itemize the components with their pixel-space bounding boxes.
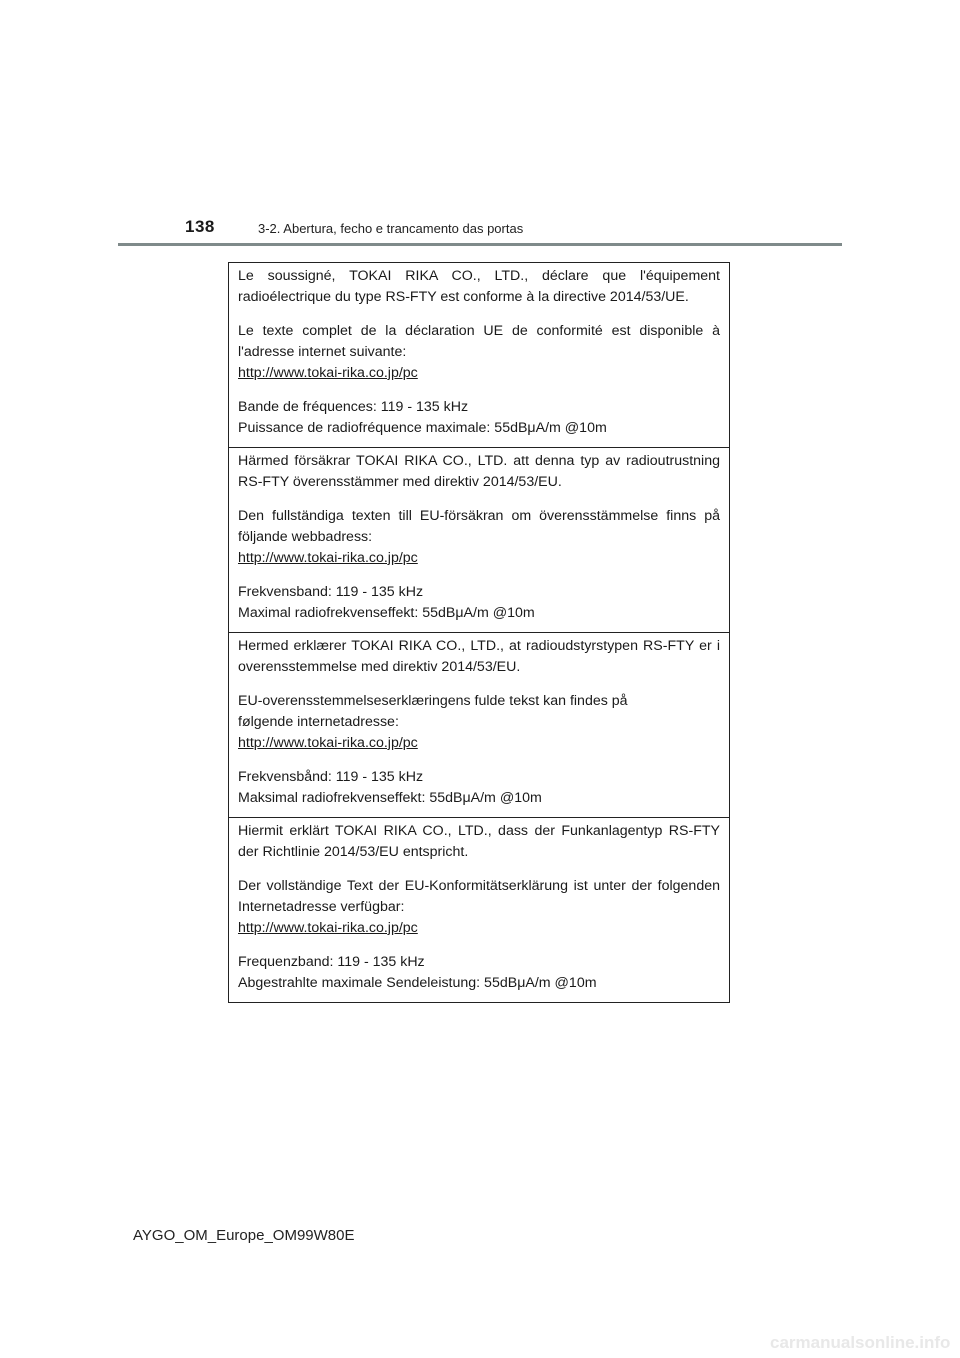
declaration-url-link[interactable]: http://www.tokai-rika.co.jp/pc (238, 550, 418, 566)
declaration-text: Hermed erklærer TOKAI RIKA CO., LTD., at radioudstyrstypen RS-FTY er i overensstemmelse med direktiv 2014/53/EU. (238, 638, 720, 675)
frequency-band: Frekvensbånd: 119 - 135 kHz (238, 769, 424, 785)
max-power: Maksimal radiofrekvenseffekt: 55dBμA/m @10m (238, 790, 542, 806)
declaration-block-french (229, 263, 729, 448)
availability-text: Den fullständiga texten till EU-försäkran om överensstämmelse finns på följande webbadress: (238, 508, 720, 545)
declaration-text: Hiermit erklärt TOKAI RIKA CO., LTD., dass der Funkanlagentyp RS-FTY der Richtlinie 2014/53/EU entspricht. (238, 823, 720, 860)
section-title: 3-2. Abertura, fecho e trancamento das portas (258, 221, 524, 236)
declaration-url-link[interactable]: http://www.tokai-rika.co.jp/pc (238, 920, 418, 936)
max-power: Maximal radiofrekvenseffekt: 55dBμA/m @10m (238, 605, 535, 621)
availability-text: Der vollständige Text der EU-Konformitätserklärung ist unter der folgenden Internetadresse verfügbar: (238, 878, 720, 915)
watermark-text: carmanualsonline.info (770, 1333, 951, 1352)
frequency-band: Frekvensband: 119 - 135 kHz (238, 584, 424, 600)
frequency-band: Bande de fréquences: 119 - 135 kHz (238, 399, 469, 415)
footer-doc-code: AYGO_OM_Europe_OM99W80E (133, 1227, 355, 1244)
declaration-url-link[interactable]: http://www.tokai-rika.co.jp/pc (238, 365, 418, 381)
declaration-text: Le soussigné, TOKAI RIKA CO., LTD., déclare que l'équipement radioélectrique du type RS-FTY est conforme à la directive 2014/53/UE. (238, 268, 720, 305)
header-rule (118, 243, 842, 246)
declaration-block-swedish (229, 448, 729, 633)
declaration-table (228, 262, 730, 1003)
frequency-band: Frequenzband: 119 - 135 kHz (238, 954, 425, 970)
availability-text-line2: følgende internetadresse: (238, 714, 399, 730)
max-power: Puissance de radiofréquence maximale: 55dBμA/m @10m (238, 420, 607, 436)
availability-text: Le texte complet de la déclaration UE de conformité est disponible à l'adresse internet suivante: (238, 323, 720, 360)
max-power: Abgestrahlte maximale Sendeleistung: 55dBμA/m @10m (238, 975, 597, 991)
declaration-text: Härmed försäkrar TOKAI RIKA CO., LTD. att denna typ av radioutrustning RS-FTY överensstämmer med direktiv 2014/53/EU. (238, 453, 720, 490)
declaration-block-danish (229, 633, 729, 818)
declaration-block-german (229, 818, 729, 1002)
availability-text-line1: EU-overensstemmelseserklæringens fulde tekst kan findes på (238, 693, 628, 709)
page-number: 138 (185, 217, 215, 236)
declaration-url-link[interactable]: http://www.tokai-rika.co.jp/pc (238, 735, 418, 751)
